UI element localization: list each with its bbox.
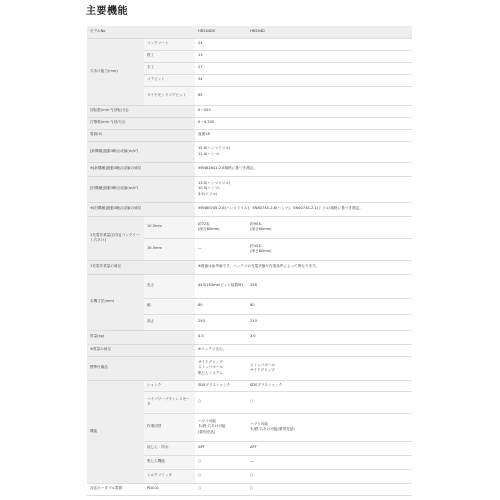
work-a: 約72本 (深さ60mm): [195, 216, 247, 238]
feature-b: APT: [247, 441, 412, 455]
dims-a: 293: [195, 314, 247, 330]
model-b-name: HR244D: [247, 26, 412, 38]
feature-name: 集じん機能: [144, 455, 195, 469]
power-value: 直流18: [195, 129, 412, 141]
speed-row: [87, 105, 412, 117]
feature-name: ハイパワーブラシレスモータ: [144, 391, 195, 413]
mass-note-row: [87, 344, 412, 356]
vib-line: 13.5(ハンマドリル): [198, 181, 231, 186]
accessories-label: 標準付属品: [87, 356, 195, 380]
vib-line: 15.0(ハンマドリル): [198, 146, 231, 151]
drill-value: 27: [195, 62, 412, 74]
portable-a: ○: [195, 483, 247, 495]
dims-a: 80: [195, 298, 247, 314]
feature-a: ○: [195, 391, 247, 413]
vib-old-note-row: [87, 202, 412, 216]
power-row: [87, 129, 412, 141]
accessory-item: サイドグリップ: [198, 360, 223, 365]
power-label: 電源(V): [87, 129, 195, 141]
speed-label: 回転数(min⁻¹[回転/分]): [87, 105, 195, 117]
drill-name: 鉄工: [144, 50, 195, 62]
feature-b: ○: [247, 469, 412, 483]
portable-label: 対応ポータブル電源: [87, 483, 144, 495]
feature-a: SDSプラスシャンク: [195, 380, 247, 391]
work-label: 1充電作業量(目安)[コンクリート穴あけ]: [87, 216, 144, 260]
portable-b: ○: [247, 483, 412, 495]
feature-name: 作業切替: [144, 413, 195, 441]
blows-row: [87, 117, 412, 129]
work-note: ※数値は参考値です。バッテリの充電状態や作業条件によって異なります。: [195, 260, 412, 274]
feature-a: ○: [195, 455, 247, 469]
feature-b: ○: [247, 391, 412, 413]
accessories-a: [195, 356, 247, 380]
work-b: 約45本 (深さ60mm): [247, 238, 412, 260]
drilling-label: 穴あけ能力(mm): [87, 38, 144, 105]
work-a: —: [195, 238, 247, 260]
speed-value: 0〜550: [195, 105, 412, 117]
mass-b: 3.0: [247, 330, 412, 344]
accessory-item: 集じんシステム: [198, 370, 223, 375]
feature-name: 低じん・防水: [144, 441, 195, 455]
dims-name: 高さ: [144, 314, 195, 330]
drill-value: 24: [195, 38, 412, 50]
vib-old-row: [87, 176, 412, 202]
feature-b: ハツリ可能 木/鉄 穴あけ可能(要別売品): [247, 413, 412, 441]
drill-name: ダイヤモンドコアビット: [144, 86, 195, 105]
vib-new-row: [87, 141, 412, 162]
drill-value: 13: [195, 50, 412, 62]
vib-line: 11.4(ハンマ): [198, 151, 220, 156]
accessories-row: [87, 356, 412, 380]
work-b: 約90本 (深さ60mm): [247, 216, 412, 238]
drill-name: コンクリート: [144, 38, 195, 50]
accessories-b: [247, 356, 412, 380]
drill-name: コアビット: [144, 74, 195, 86]
work-note-row: [87, 260, 412, 274]
page-title: 主要機能: [86, 6, 128, 17]
dims-name: 長さ: [144, 274, 195, 298]
accessory-item: ストッパポール: [250, 362, 275, 367]
model-header-row: [87, 26, 412, 38]
blows-value: 0〜4,700: [195, 117, 412, 129]
vib-old-label: [旧機種]振動3軸合成値(m/s²): [87, 176, 195, 202]
spec-table: [87, 26, 412, 496]
work-note-label: 1充電作業量の補足: [87, 260, 195, 274]
feature-a: ○: [195, 469, 247, 483]
vib-new-label: [新機種]振動3軸合成値(m/s²): [87, 141, 195, 162]
vib-new-value: [195, 141, 412, 162]
feature-row-shank: [87, 380, 412, 391]
feature-name: シャンク: [144, 380, 195, 391]
vib-new-note-row: [87, 162, 412, 176]
vib-line: 3.5(ドリル): [198, 191, 218, 196]
dims-label: 本機寸法(mm): [87, 274, 144, 330]
dims-b: 213: [247, 314, 412, 330]
accessory-item: サイドグリップ: [250, 368, 275, 372]
dims-row-length: [87, 274, 412, 298]
features-label: 機能: [87, 380, 144, 483]
work-size: 10.5mm: [144, 216, 195, 238]
mass-note-label: ※質量の補足: [87, 344, 195, 356]
model-a-name: HR244DV: [195, 26, 247, 38]
vib-old-note-label: ※[旧機種]振動3軸合成値の補足: [87, 202, 195, 216]
mass-a: 4.3: [195, 330, 247, 344]
vib-old-note: ※EN60745-2-6(ハンマドリル)、EN60745-2-6(ハンマ)、EN60745-2-1(ドリル)規格に基づき測定。: [195, 202, 412, 216]
vib-new-note: ※EN62841-2-6規格に基づき測定。: [195, 162, 412, 176]
mass-note: ※バッテリ含む。: [195, 344, 412, 356]
model-label: モデルNo: [87, 26, 195, 38]
vib-line: 10.5(ハンマ): [198, 186, 220, 191]
feature-b: —: [247, 455, 412, 469]
portable-row: [87, 483, 412, 495]
vib-old-value: [195, 176, 412, 202]
blows-label: 打撃数(min⁻¹[回/分]): [87, 117, 195, 129]
accessory-item: ストッパポール: [198, 365, 223, 370]
work-row-10: [87, 216, 412, 238]
drill-row-concrete: [87, 38, 412, 50]
drill-value: 65: [195, 86, 412, 105]
feature-a: ハツリ可能 木/鉄 穴あけ可能 (要別売品): [195, 413, 247, 441]
vib-new-note-label: ※[新機種]振動3軸合成値の補足: [87, 162, 195, 176]
dims-b: 80: [247, 298, 412, 314]
dims-a: 443(163mmビット装着時): [195, 274, 247, 298]
drill-name: 木工: [144, 62, 195, 74]
work-size: 16.5mm: [144, 238, 195, 260]
drill-value: 54: [195, 74, 412, 86]
dims-b: 328: [247, 274, 412, 298]
mass-row: [87, 330, 412, 344]
feature-b: SDSプラスシャンク: [247, 380, 412, 391]
feature-a: APT: [195, 441, 247, 455]
dims-name: 幅: [144, 298, 195, 314]
mass-label: 質量(kg): [87, 330, 195, 344]
feature-name: トルクリミッタ: [144, 469, 195, 483]
portable-value: PDC01: [144, 483, 195, 495]
